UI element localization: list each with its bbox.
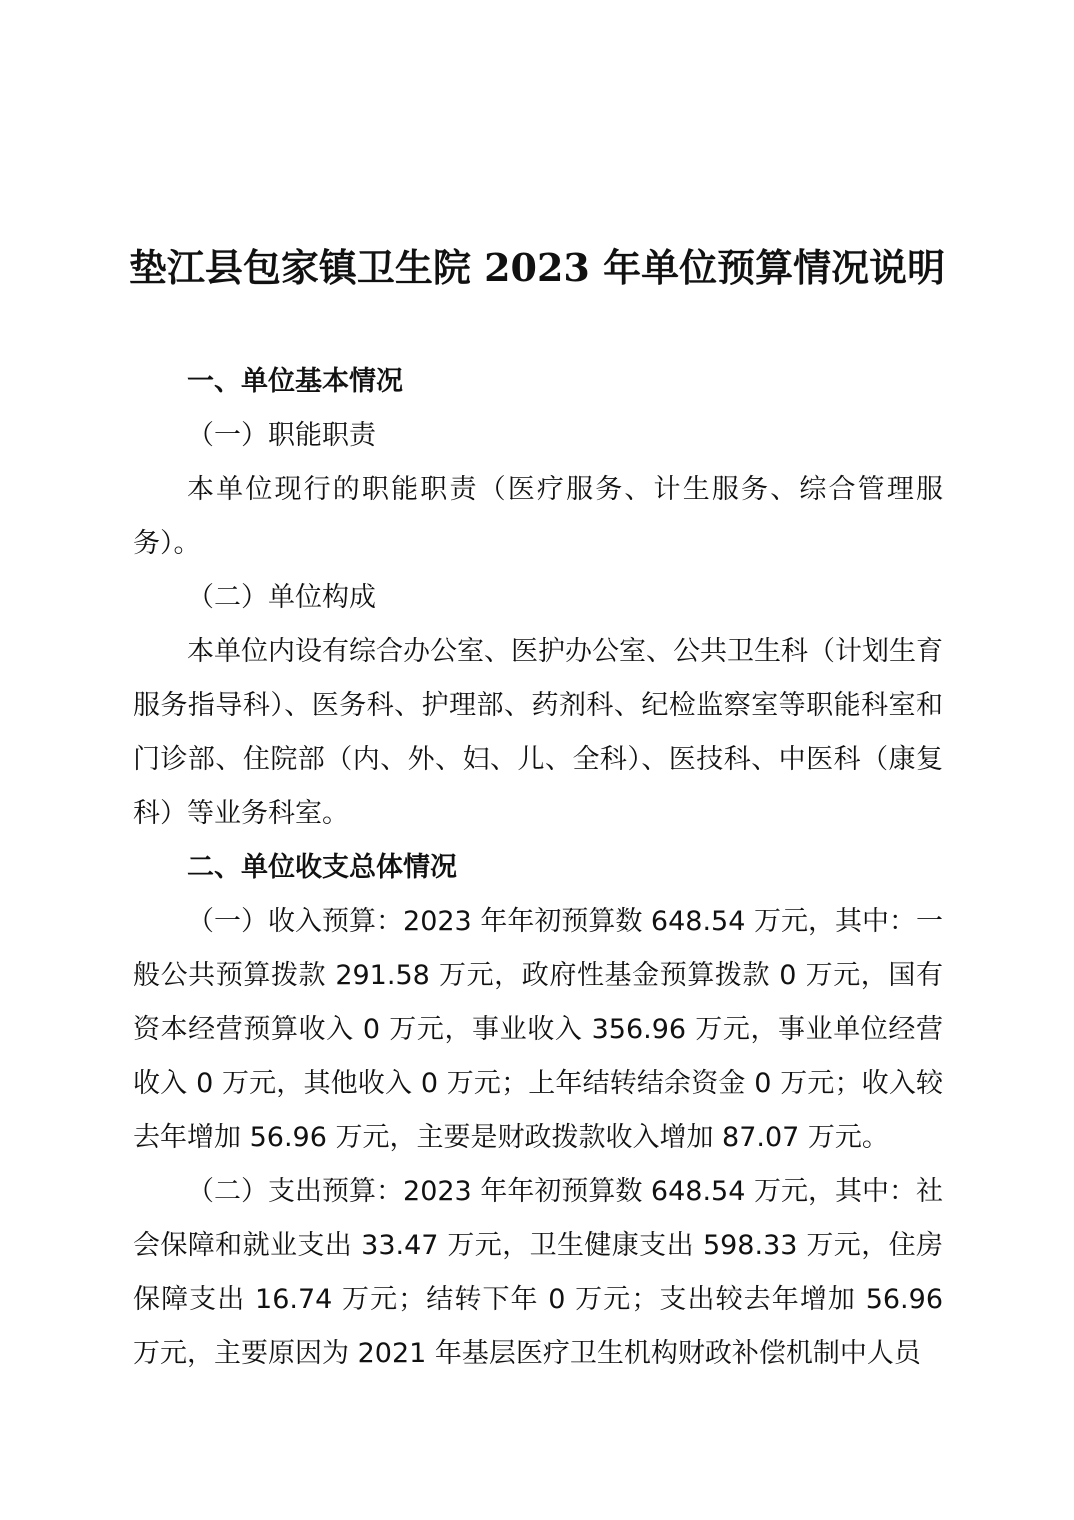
subsection-heading-duties: （一）职能职责: [187, 420, 376, 451]
paragraph-duties: 本单位现行的职能职责（医疗服务、计生服务、综合管理服务）。: [133, 474, 943, 559]
paragraph-income-budget: （一）收入预算：2023 年年初预算数 648.54 万元，其中：一般公共预算拨款 291.58 万元，政府性基金预算拨款 0 万元，国有资本经营预算收入 0 万元，事业收入 356.96 万元，事业单位经营收入 0 万元，其他收入 0 万元；上年结转结余资金 0 万元；收入较去年增加 56.96 万元，主要是财政拨款收入增加 87.07 万元。: [133, 906, 943, 1153]
section-heading-budget-overview: 二、单位收支总体情况: [187, 852, 457, 883]
paragraph-structure: 本单位内设有综合办公室、医护办公室、公共卫生科（计划生育服务指导科）、医务科、护理部、药剂科、纪检监察室等职能科室和门诊部、住院部（内、外、妇、儿、全科）、医技科、中医科（康复科）等业务科室。: [133, 636, 943, 829]
paragraph-expense-budget: （二）支出预算：2023 年年初预算数 648.54 万元，其中：社会保障和就业支出 33.47 万元，卫生健康支出 598.33 万元，住房保障支出 16.74 万元；结转下年 0 万元；支出较去年增加 56.96 万元，主要原因为 2021 年基层医疗卫生机构财政补偿机制中人员: [133, 1176, 943, 1369]
subsection-heading-structure: （二）单位构成: [187, 582, 376, 613]
section-heading-basic-info: 一、单位基本情况: [187, 366, 403, 397]
document-body: [133, 355, 943, 1381]
document-title: 垫江县包家镇卫生院 2023 年单位预算情况说明: [128, 245, 946, 290]
